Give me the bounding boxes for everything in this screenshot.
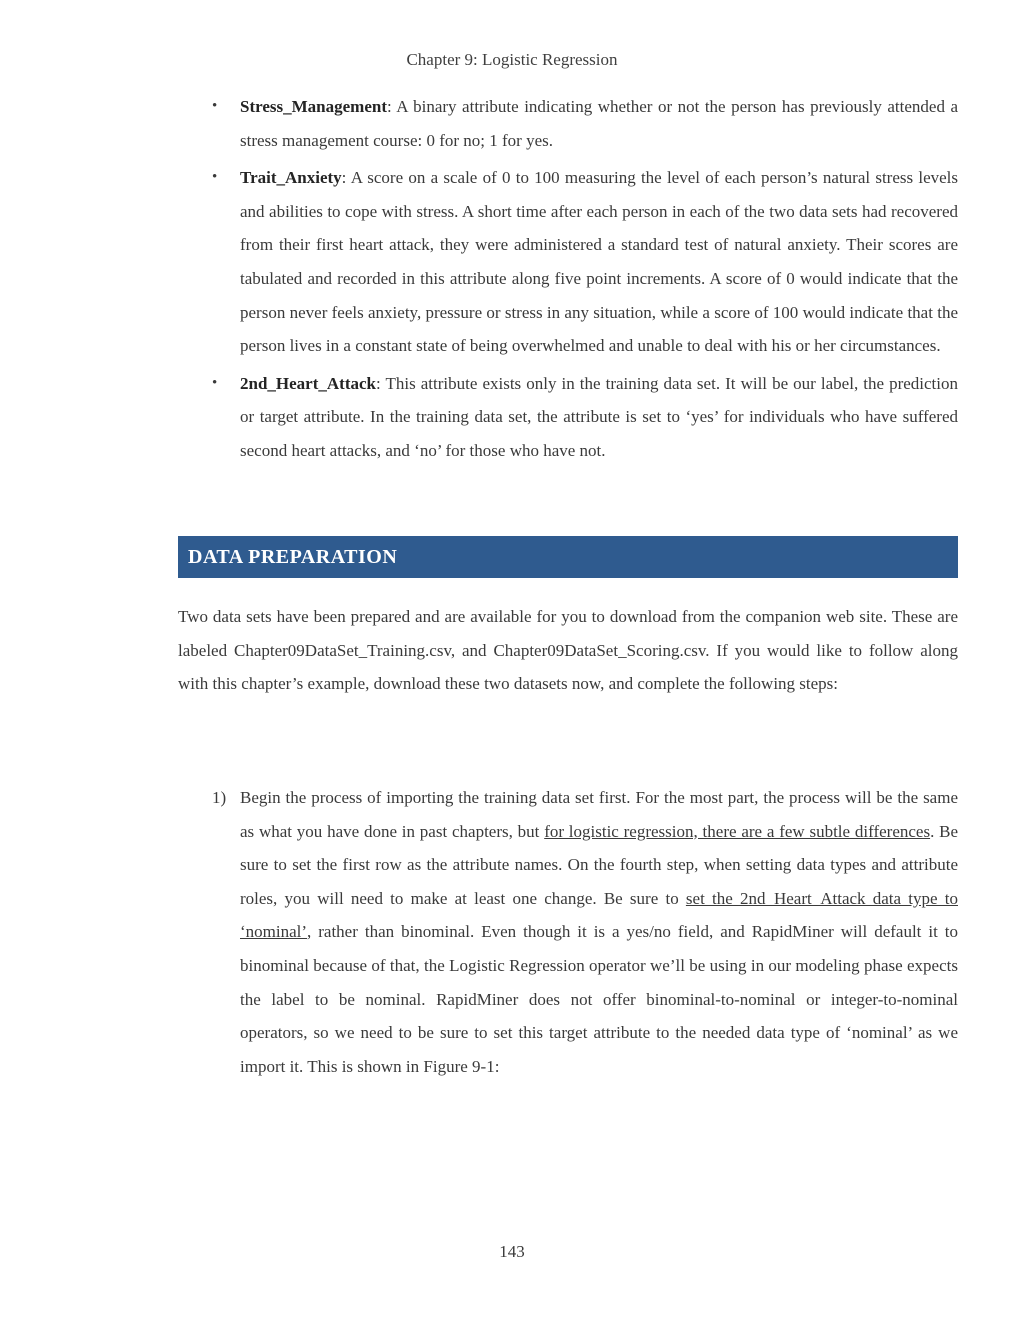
bullet-text: Stress_Management: A binary attribute indicating whether or not the person has previously attended a stress management course: 0 for no; 1 for yes. — [240, 97, 958, 150]
step-number: 1) — [212, 788, 227, 807]
running-header: Chapter 9: Logistic Regression — [406, 50, 618, 69]
attribute-bullet-list — [178, 90, 958, 472]
bullet-text: 2nd_Heart_Attack: This attribute exists only in the training data set. It will be our label, the prediction or target attribute. In the training data set, the attribute is set to ‘yes’ for individuals who have suffered second heart attacks, and ‘no’ for those who have not. — [240, 373, 958, 460]
bullet-icon: • — [212, 98, 218, 114]
bullet-item-2nd-heart-attack — [178, 367, 958, 468]
bullet-item-stress-management — [178, 90, 958, 157]
bullet-item-trait-anxiety — [178, 161, 958, 363]
section-heading: DATA PREPARATION — [188, 546, 398, 568]
page-number: 143 — [499, 1242, 525, 1261]
step-item-1 — [178, 781, 958, 1083]
section-banner — [178, 536, 958, 578]
bullet-icon: • — [212, 169, 218, 186]
step-text: Begin the process of importing the training data set first. For the most part, the process will be the same as what you have done in past chapters, but for logistic regression, there are a few subtle differences. Be sure to set the first row as the attribute names. On the fourth step, when setting data types and attribute roles, you will need to make at least one change. Be sure to set the 2nd_Heart_Attack data type to ‘nominal’, rather than binominal. Even though it is a yes/no field, and RapidMiner will default it to binominal because of that, the Logistic Regression operator we’ll be using in our modeling phase expects the label to be nominal. RapidMiner does not offer binominal-to-nominal or integer-to-nominal operators, so we need to be sure to set this target attribute to the needed data type of ‘nominal’ as we import it. This is shown in Figure 9-1: — [240, 788, 959, 1076]
bullet-icon: • — [212, 374, 218, 391]
bullet-text: Trait_Anxiety: A score on a scale of 0 to 100 measuring the level of each person’s natural stress levels and abilities to cope with stress. A short time after each person in each of the two data sets had recovered from their first heart attack, they were administered a standard test of natural anxiety. Their scores are tabulated and recorded in this attribute along five point increments. A score of 0 would indicate that the person never feels anxiety, pressure or stress in any situation, while a score of 100 would indicate that the person lives in a constant state of being overwhelmed and unable to deal with his or her circumstances. — [240, 168, 958, 356]
intro-paragraph: Two data sets have been prepared and are available for you to download from the companion web site. These are labeled Chapter09DataSet_Training.csv, and Chapter09DataSet_Scoring.csv. If you would like to follow along with this chapter’s example, download these two datasets now, and complete the following steps: — [178, 607, 958, 694]
